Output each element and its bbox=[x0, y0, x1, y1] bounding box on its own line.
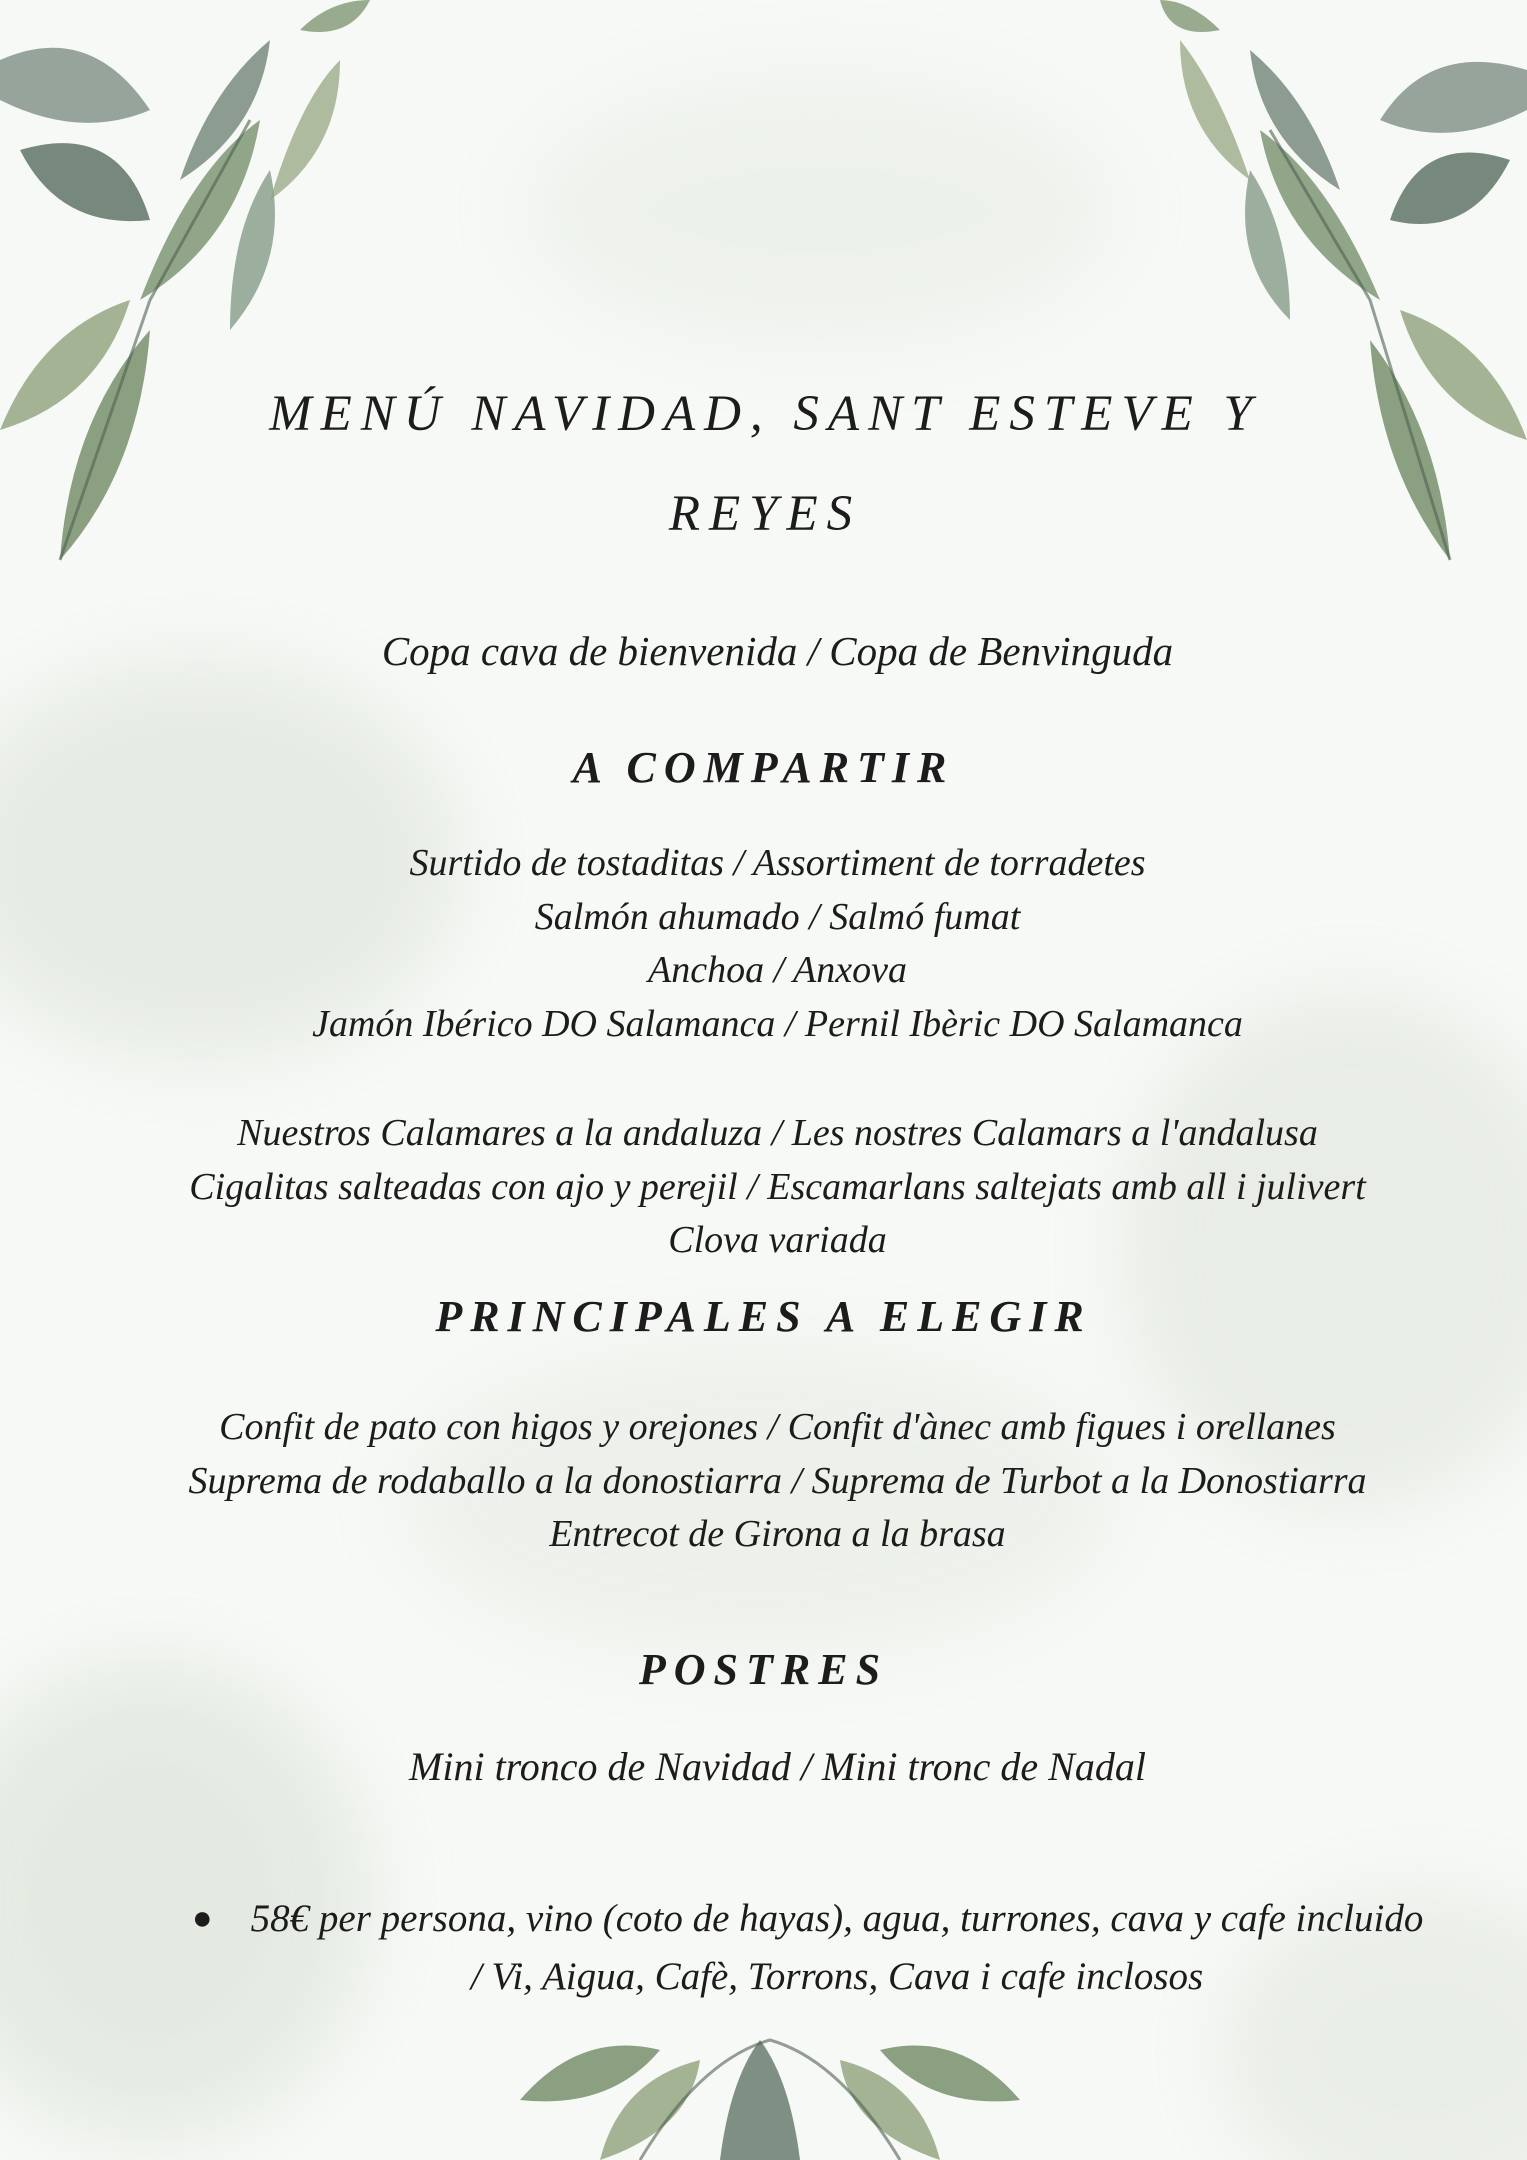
welcome-drink: Copa cava de bienvenida / Copa de Benvinguda bbox=[381, 628, 1174, 674]
postres-list bbox=[0, 1740, 1527, 1794]
list-item: Cigalitas salteadas con ajo y perejil / Escamarlans saltejats amb all i julivert bbox=[189, 1165, 1366, 1208]
list-item: Mini tronco de Navidad / Mini tronc de Nadal bbox=[409, 1744, 1146, 1789]
section-heading-principales: PRINCIPALES A ELEGIR bbox=[435, 1292, 1092, 1341]
title-line-1: MENÚ NAVIDAD, SANT ESTEVE Y bbox=[269, 386, 1261, 442]
principales-list bbox=[0, 1401, 1527, 1562]
title-line-2: REYES bbox=[668, 486, 862, 542]
list-item: Salmón ahumado / Salmó fumat bbox=[534, 895, 1021, 938]
price-text: 58€ per persona, vino (coto de hayas), agua, turrones, cava y cafe incluido / Vi, Aigua, Cafè, Torrons, Cava i cafe inclosos bbox=[250, 1897, 1424, 1998]
list-spacer bbox=[0, 1051, 1527, 1107]
list-item: Anchoa / Anxova bbox=[648, 949, 907, 991]
list-item: Suprema de rodaballo a la donostiarra / Suprema de Turbot a la Donostiarra bbox=[188, 1459, 1367, 1502]
list-item: Entrecot de Girona a la brasa bbox=[549, 1513, 1006, 1555]
price-note bbox=[192, 1890, 1432, 2006]
section-heading-postres: POSTRES bbox=[638, 1645, 889, 1694]
list-item: Surtido de tostaditas / Assortiment de torradetes bbox=[409, 842, 1146, 884]
compartir-list bbox=[0, 837, 1527, 1268]
list-item: Clova variada bbox=[668, 1219, 887, 1261]
section-heading-compartir: A COMPARTIR bbox=[572, 743, 955, 792]
list-item: Nuestros Calamares a la andaluza / Les nostres Calamars a l'andalusa bbox=[237, 1112, 1318, 1154]
page-title bbox=[240, 364, 1290, 564]
list-item: Confit de pato con higos y orejones / Confit d'ànec amb figues i orellanes bbox=[219, 1406, 1336, 1448]
list-item: Jamón Ibérico DO Salamanca / Pernil Ibèric DO Salamanca bbox=[312, 1002, 1243, 1045]
bullet-icon: ● bbox=[192, 1900, 213, 1937]
